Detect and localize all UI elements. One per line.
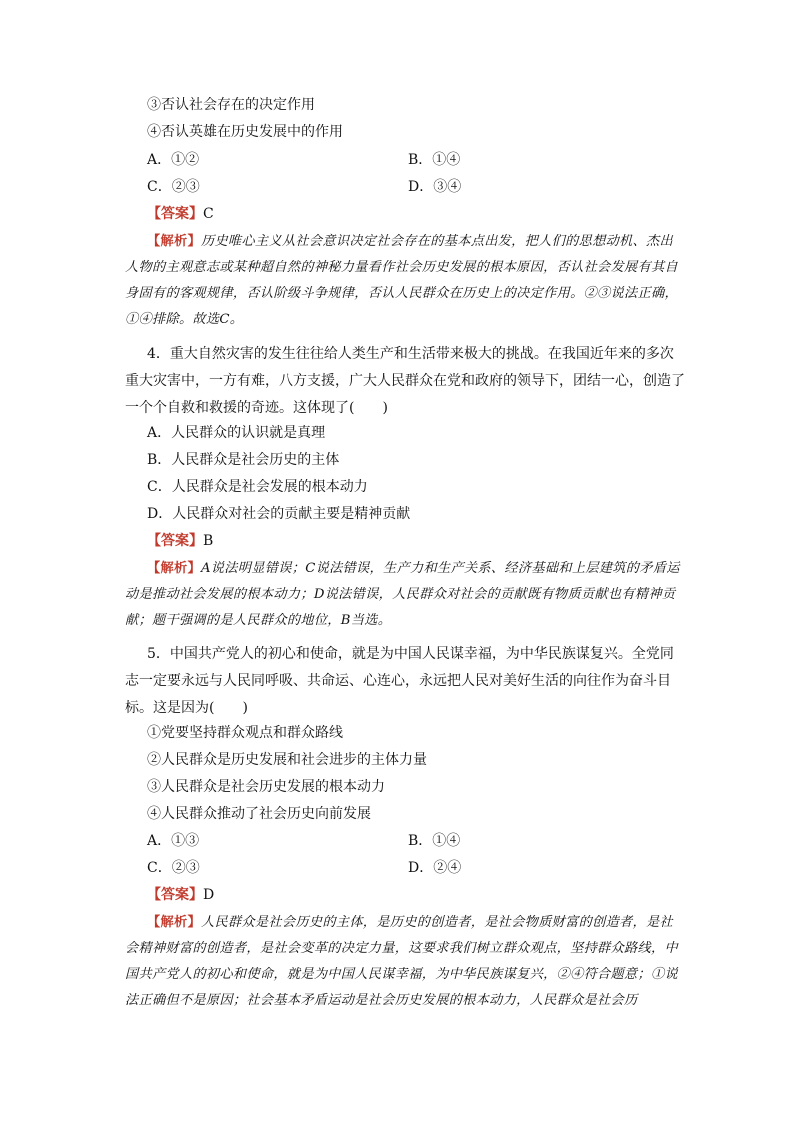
q5-choice-a: A．①③ — [147, 833, 200, 849]
q4-option-b: B．人民群众是社会历史的主体 — [147, 452, 340, 468]
q4-analysis-label: 【解析】 — [147, 561, 201, 576]
q4-answer-value: B — [203, 533, 214, 549]
q5-analysis-label: 【解析】 — [147, 915, 201, 930]
analysis-text: 历史唯心主义从社会意识决定社会存在的基本点出发，把人们的思想动机、杰出人物的主观意志或某种超自然的神秘力量看作社会历史发展的根本原因，否认社会发展有其自身固有的客观规律，否认阶级斗争规律，否认人民群众在历史上的决定作用。②③说法正确，①④排除。故选C。 — [125, 234, 678, 327]
answer-value: C — [203, 206, 214, 222]
q4-analysis-text: A说法明显错误；C说法错误，生产力和生产关系、经济基础和上层建筑的矛盾运动是推动社会发展的根本动力；D说法错误，人民群众对社会的贡献既有物质贡献也有精神贡献；题干强调的是人民群众的地位，B当选。 — [125, 561, 680, 628]
q5-item-2: ②人民群众是历史发展和社会进步的主体力量 — [147, 752, 427, 768]
q4-option-d: D．人民群众对社会的贡献主要是精神贡献 — [147, 506, 411, 522]
q5-item-3: ③人民群众是社会历史发展的根本动力 — [147, 779, 385, 795]
question-4-stem: 4．重大自然灾害的发生往往给人类生产和生活带来极大的挑战。在我国近年来的多次重大灾害中，一方有难，八方支援，广大人民群众在党和政府的领导下，团结一心，创造了一个个自救和救援的奇迹。这体现了( ) — [125, 346, 685, 416]
analysis-paragraph — [125, 229, 685, 333]
option-item-3: ③否认社会存在的决定作用 — [147, 97, 315, 113]
answer-line — [147, 204, 214, 224]
q4-option-a: A．人民群众的认识就是真理 — [147, 425, 326, 441]
q5-answer-label: 【答案】 — [147, 887, 203, 903]
q5-answer-line — [147, 885, 214, 905]
q4-answer-label: 【答案】 — [147, 533, 203, 549]
analysis-label: 【解析】 — [147, 234, 201, 249]
choice-d: D．③④ — [408, 179, 462, 195]
q5-analysis-paragraph — [125, 910, 685, 1014]
q4-analysis-paragraph — [125, 556, 685, 634]
q5-item-4: ④人民群众推动了社会历史向前发展 — [147, 806, 371, 822]
q4-option-c: C．人民群众是社会发展的根本动力 — [147, 479, 368, 495]
q5-choice-b: B．①④ — [408, 833, 461, 849]
choice-b: B．①④ — [408, 152, 461, 168]
option-item-4: ④否认英雄在历史发展中的作用 — [147, 124, 343, 140]
q5-answer-value: D — [203, 887, 215, 903]
q5-item-1: ①党要坚持群众观点和群众路线 — [147, 725, 343, 741]
q5-choice-d: D．②④ — [408, 860, 462, 876]
q5-choice-c: C．②③ — [147, 860, 200, 876]
q4-answer-line — [147, 531, 213, 551]
choice-a: A．①② — [147, 152, 200, 168]
answer-label: 【答案】 — [147, 206, 203, 222]
choice-c: C．②③ — [147, 179, 200, 195]
q5-analysis-text: 人民群众是社会历史的主体，是历史的创造者，是社会物质财富的创造者，是社会精神财富的创造者，是社会变革的决定力量，这要求我们树立群众观点，坚持群众路线，中国共产党人的初心和使命，就是为中国人民谋幸福，为中华民族谋复兴，②④符合题意；①说法正确但不是原因；社会基本矛盾运动是社会历史发展的根本动力，人民群众是社会历 — [125, 915, 678, 1008]
question-5-stem: 5．中国共产党人的初心和使命，就是为中国人民谋幸福，为中华民族谋复兴。全党同志一定要永远与人民同呼吸、共命运、心连心，永远把人民对美好生活的向往作为奋斗目标。这是因为( ) — [125, 646, 674, 716]
